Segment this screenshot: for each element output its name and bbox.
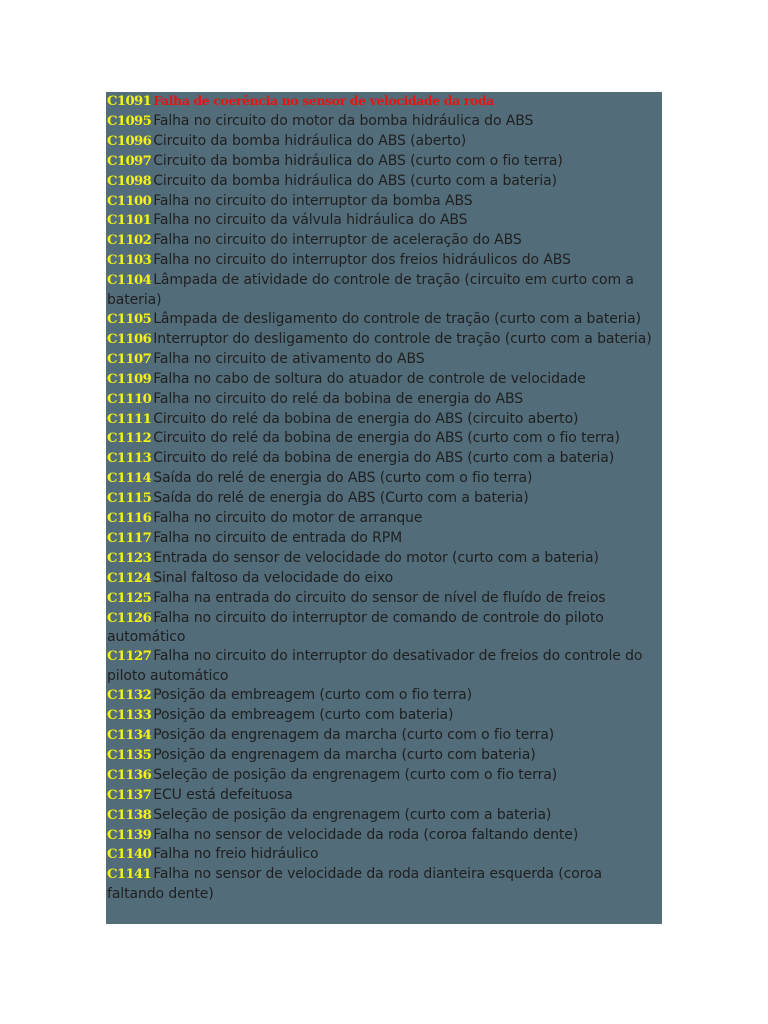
fault-code-entry (107, 251, 662, 271)
fault-code-entry (107, 112, 662, 132)
fault-code-entry (107, 370, 662, 390)
fault-description: Seleção de posição da engrenagem (curto com o fio terra) (153, 766, 558, 783)
fault-code: C1098 (107, 173, 152, 189)
fault-description: Falha no circuito de ativamento do ABS (153, 350, 425, 367)
fault-code-entry (107, 489, 662, 509)
fault-code: C1105 (107, 311, 152, 327)
fault-code-entry (107, 786, 662, 806)
fault-description: Circuito do relé da bobina de energia do ABS (circuito aberto) (153, 410, 579, 427)
fault-description: Falha no freio hidráulico (153, 846, 319, 863)
fault-code-entry (107, 330, 662, 350)
fault-code-entry (107, 647, 662, 686)
fault-code: C1117 (107, 530, 152, 546)
fault-code-entry (107, 726, 662, 746)
fault-code-entry (107, 865, 662, 904)
fault-code: C1091 (107, 94, 152, 109)
fault-description: Falha no circuito do interruptor da bomba ABS (153, 192, 473, 209)
fault-description: Falha no circuito do motor da bomba hidráulica do ABS (153, 112, 534, 129)
fault-code-entry (107, 271, 662, 310)
fault-code-entry (107, 686, 662, 706)
fault-code: C1139 (107, 827, 152, 843)
fault-description: Lâmpada de desligamento do controle de tração (curto com a bateria) (153, 310, 642, 327)
fault-description: Falha no circuito do interruptor de aceleração do ABS (153, 232, 522, 249)
fault-code-entry (107, 806, 662, 826)
fault-code-entry (107, 390, 662, 410)
fault-code-entry (107, 310, 662, 330)
fault-description: Sinal faltoso da velocidade do eixo (153, 569, 394, 586)
fault-description: Falha de coerência no sensor de velocidade da roda (153, 93, 494, 108)
fault-description: Falha no sensor de velocidade da roda dianteira esquerda (coroa faltando dente) (107, 866, 602, 903)
fault-code-entry (107, 746, 662, 766)
fault-code-list (106, 92, 662, 924)
fault-code: C1137 (107, 787, 152, 803)
fault-description: Posição da engrenagem da marcha (curto com o fio terra) (153, 727, 555, 743)
fault-code-entry (107, 152, 662, 172)
fault-description: Lâmpada de atividade do controle de tração (circuito em curto com a bateria) (107, 272, 634, 309)
fault-code: C1111 (107, 411, 152, 427)
fault-description: Saída do relé de energia do ABS (Curto com a bateria) (153, 490, 529, 507)
fault-code: C1100 (107, 193, 152, 209)
fault-code: C1123 (107, 550, 152, 566)
fault-code: C1103 (107, 253, 152, 269)
fault-code: C1136 (107, 767, 152, 783)
fault-code-entry (107, 549, 662, 569)
fault-code: C1101 (107, 213, 152, 229)
fault-code-entry (107, 429, 662, 449)
fault-description: Posição da embreagem (curto com bateria) (153, 707, 454, 724)
fault-code-entry (107, 192, 662, 212)
fault-code-entry (107, 449, 662, 469)
fault-code: C1114 (107, 471, 152, 487)
fault-code-entry (107, 469, 662, 489)
fault-code-entry (107, 410, 662, 430)
fault-code-entry (107, 609, 662, 648)
fault-code: C1097 (107, 153, 152, 169)
fault-description: Circuito da bomba hidráulica do ABS (curto com o fio terra) (153, 152, 563, 169)
fault-description: Falha no sensor de velocidade da roda (coroa faltando dente) (153, 826, 579, 843)
fault-code: C1107 (107, 351, 152, 367)
fault-description: Circuito do relé da bobina de energia do ABS (curto com a bateria) (153, 450, 615, 467)
fault-description: Falha no circuito do relé da bobina de energia do ABS (153, 390, 523, 407)
fault-code-entry (107, 172, 662, 192)
fault-code-entry (107, 826, 662, 846)
fault-code-entry (107, 92, 662, 112)
fault-code-entry (107, 350, 662, 370)
fault-code: C1124 (107, 570, 152, 586)
fault-code: C1106 (107, 331, 152, 347)
fault-code: C1135 (107, 747, 152, 763)
fault-code-entry (107, 706, 662, 726)
fault-description: Falha no circuito do interruptor do desativador de freios do controle do piloto automático (107, 648, 643, 685)
fault-description: ECU está defeituosa (153, 786, 293, 803)
fault-code: C1096 (107, 133, 152, 149)
fault-code: C1115 (107, 491, 152, 507)
fault-code: C1126 (107, 610, 152, 626)
fault-code-entry (107, 132, 662, 152)
fault-code: C1112 (107, 431, 152, 447)
fault-code: C1134 (107, 728, 152, 743)
fault-description: Interruptor do desligamento do controle de tração (curto com a bateria) (153, 330, 652, 347)
fault-code-entry (107, 766, 662, 786)
fault-description: Falha no cabo de soltura do atuador de controle de velocidade (153, 370, 586, 387)
fault-description: Posição da engrenagem da marcha (curto com bateria) (153, 746, 536, 763)
fault-code: C1113 (107, 451, 152, 467)
fault-code: C1141 (107, 867, 152, 883)
fault-code: C1127 (107, 649, 152, 665)
fault-code: C1140 (107, 847, 152, 863)
fault-description: Falha no circuito do motor de arranque (153, 510, 423, 527)
fault-code: C1102 (107, 233, 152, 249)
fault-code-entry (107, 529, 662, 549)
fault-description: Circuito do relé da bobina de energia do ABS (curto com o fio terra) (153, 430, 620, 447)
fault-description: Posição da embreagem (curto com o fio terra) (153, 687, 472, 704)
fault-code: C1132 (107, 688, 152, 704)
fault-code: C1095 (107, 113, 152, 129)
fault-description: Seleção de posição da engrenagem (curto com a bateria) (153, 806, 552, 823)
fault-description: Falha no circuito do interruptor de comando de controle do piloto automático (107, 609, 604, 646)
fault-code: C1109 (107, 371, 152, 387)
fault-code: C1116 (107, 511, 152, 527)
fault-code: C1104 (107, 273, 152, 289)
fault-code-entry (107, 589, 662, 609)
fault-description: Falha no circuito da válvula hidráulica do ABS (153, 212, 468, 229)
fault-code: C1125 (107, 590, 152, 606)
fault-code: C1133 (107, 708, 152, 724)
fault-description: Circuito da bomba hidráulica do ABS (aberto) (153, 132, 467, 149)
fault-code-entry (107, 845, 662, 865)
fault-description: Falha no circuito de entrada do RPM (153, 529, 403, 546)
fault-code: C1110 (107, 391, 152, 407)
fault-code-entry (107, 231, 662, 251)
fault-code-entry (107, 211, 662, 231)
fault-description: Entrada do sensor de velocidade do motor (curto com a bateria) (153, 549, 599, 566)
fault-description: Saída do relé de energia do ABS (curto com o fio terra) (153, 470, 533, 487)
fault-code: C1138 (107, 807, 152, 823)
fault-description: Falha no circuito do interruptor dos freios hidráulicos do ABS (153, 252, 571, 269)
fault-description: Falha na entrada do circuito do sensor de nível de fluído de freios (153, 589, 606, 606)
fault-code-entry (107, 509, 662, 529)
fault-code-entry (107, 569, 662, 589)
fault-description: Circuito da bomba hidráulica do ABS (curto com a bateria) (153, 172, 557, 189)
